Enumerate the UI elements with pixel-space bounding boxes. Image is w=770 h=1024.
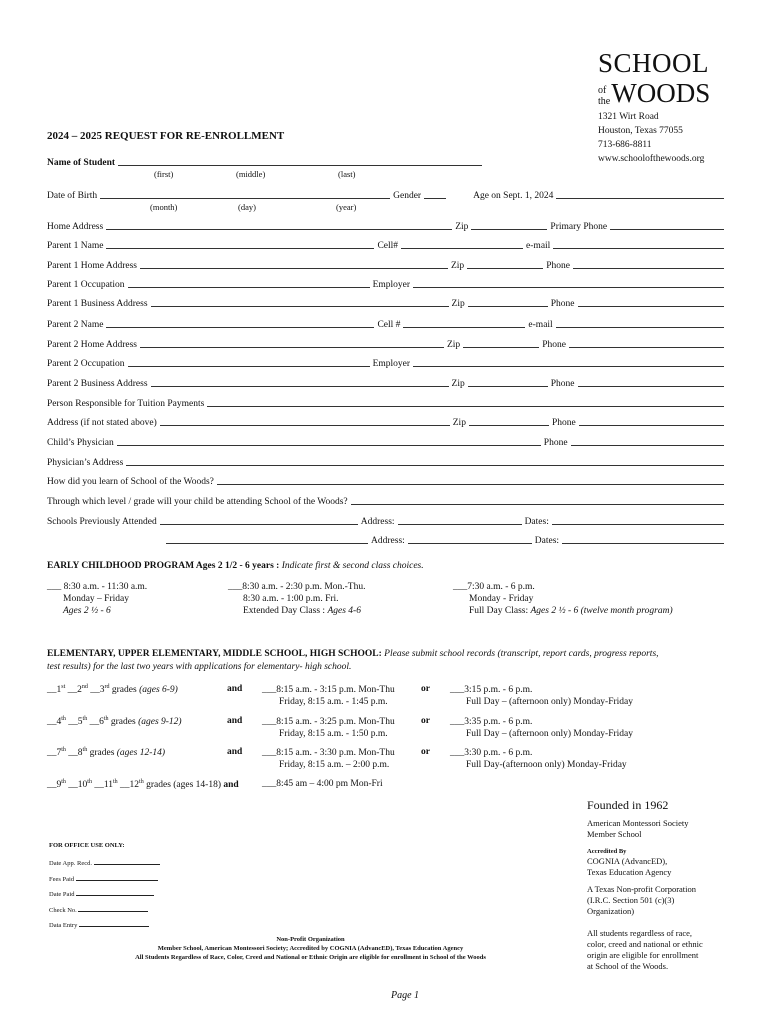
p2-employer-label: Employer <box>372 359 411 369</box>
r3-ages: (ages 12-14) <box>116 748 166 759</box>
p1-home-label: Parent 1 Home Address <box>47 261 137 271</box>
r4-d: th <box>87 779 92 785</box>
p1-bus-label: Parent 1 Business Address <box>47 299 148 309</box>
r2-f: th <box>103 716 109 722</box>
p1-phone-label: Phone <box>546 261 570 271</box>
p1-occ-label: Parent 1 Occupation <box>47 280 125 290</box>
early-c3-l2: Monday - Friday <box>469 594 534 604</box>
address-ns-label: Address (if not stated above) <box>47 418 157 428</box>
early-c1-l2: Monday – Friday <box>63 594 129 604</box>
r3-b: th <box>61 747 66 753</box>
office-list <box>49 856 160 934</box>
p2-bus-zip-label: Zip <box>451 379 465 389</box>
logo-the: the <box>598 96 611 107</box>
elem-note-2: test results) for the last two years with applications for elementary- high school. <box>47 662 352 672</box>
p1-bus-zip-label: Zip <box>451 299 465 309</box>
prev-dates-field-2[interactable] <box>562 542 724 544</box>
p1-email-label: e-mail <box>526 241 551 251</box>
r1-and: and <box>227 684 243 694</box>
p1-bus-phone-label: Phone <box>550 299 575 309</box>
early-c2-l2: 8:30 a.m. - 1:00 p.m. Fri. <box>243 594 339 604</box>
prev-school-field-2[interactable] <box>166 542 368 544</box>
p2-name-field[interactable] <box>106 326 374 328</box>
p1-name-field[interactable] <box>106 247 374 249</box>
age-field[interactable] <box>556 197 724 199</box>
r3-right2: Full Day-(afternoon only) Monday-Friday <box>466 760 627 770</box>
r4-c: __10 <box>65 780 88 791</box>
elem-note-1: Please submit school records (transcript, report cards, progress reports, <box>384 649 659 659</box>
p2-occ-row <box>47 355 727 369</box>
r3-right1: ___3:30 p.m. - 6 p.m. <box>450 748 533 758</box>
founded: Founded in 1962 <box>587 798 669 812</box>
p2-name-label: Parent 2 Name <box>47 320 104 330</box>
school-phone: 713-686-8811 <box>598 140 652 150</box>
footer-line-1: Non-Profit Organization <box>276 936 345 943</box>
p2-phone-label: Phone <box>542 340 566 350</box>
elem-r3-mid[interactable] <box>262 747 395 771</box>
elem-r1-right[interactable] <box>450 684 633 708</box>
primary-phone-field[interactable] <box>610 228 724 230</box>
school-website: www.schoolofthewoods.org <box>598 154 705 164</box>
elem-heading: ELEMENTARY, UPPER ELEMENTARY, MIDDLE SCHOOL, HIGH SCHOOL: <box>47 649 382 659</box>
gender-field[interactable] <box>424 197 446 199</box>
acc-line-1: COGNIA (AdvancED), <box>587 856 668 866</box>
r4-e: __11 <box>91 780 113 791</box>
footer-line-3: All Students Regardless of Race, Color, Creed and National or Ethnic Origin are eligible for enrollment in School of the Woods <box>135 954 486 961</box>
zip-field[interactable] <box>471 228 547 230</box>
early-c2-l1: ___8:30 a.m. - 2:30 p.m. Mon.-Thu. <box>228 582 366 592</box>
r2-b: th <box>61 716 66 722</box>
home-address-row <box>47 218 727 232</box>
physician-row <box>47 434 727 448</box>
office-item-label: Fees Paid <box>49 875 75 883</box>
office-item-fees-paid[interactable] <box>49 872 160 888</box>
p2-home-label: Parent 2 Home Address <box>47 340 137 350</box>
acc-line-2: Texas Education Agency <box>587 867 672 877</box>
r1-e: __3 <box>87 685 105 696</box>
age-label: Age on Sept. 1, 2024 <box>473 191 554 201</box>
home-address-field[interactable] <box>106 228 452 230</box>
p2-cell-field[interactable] <box>403 326 525 328</box>
r2-mid1: ___8:15 a.m. - 3:25 p.m. Mon-Thu <box>262 717 395 727</box>
p2-bus-phone-label: Phone <box>550 379 575 389</box>
physician-label: Child’s Physician <box>47 438 114 448</box>
physician-field[interactable] <box>117 444 541 446</box>
level-row <box>47 493 727 507</box>
prev-dates-label-2: Dates: <box>534 536 560 546</box>
prev-address-label-2: Address: <box>371 536 405 546</box>
p1-name-label: Parent 1 Name <box>47 241 104 251</box>
level-field[interactable] <box>351 503 724 505</box>
all-line-2: color, creed and national or ethnic <box>587 939 703 949</box>
ams-line-1: American Montessori Society <box>587 818 689 828</box>
ams-line-2: Member School <box>587 829 642 839</box>
school-address-2: Houston, Texas 77055 <box>598 126 683 136</box>
early-c3-l1: ___7:30 a.m. - 6 p.m. <box>453 582 535 592</box>
r1-g: grades <box>109 685 140 696</box>
p2-home-row <box>47 336 727 350</box>
r2-c: __5 <box>65 717 83 728</box>
p2-employer-field[interactable] <box>413 365 724 367</box>
elem-r1-grades[interactable] <box>47 684 178 695</box>
p2-email-field[interactable] <box>556 326 724 328</box>
primary-phone-label: Primary Phone <box>550 222 608 232</box>
accredited-label: Accredited By <box>587 848 627 855</box>
sub-first: (first) <box>154 169 174 179</box>
elem-heading-line <box>47 648 659 674</box>
student-name-row <box>47 154 485 168</box>
prev-school-field-1[interactable] <box>160 523 358 525</box>
learn-row <box>47 473 727 487</box>
elem-r3-right[interactable] <box>450 747 627 771</box>
r2-e: __6 <box>87 717 104 728</box>
early-choice-2[interactable] <box>228 581 365 617</box>
r4-f: th <box>113 779 118 785</box>
r1-mid2: Friday, 8:15 a.m. - 1:45 p.m. <box>279 697 388 707</box>
r1-right1: ___3:15 p.m. - 6 p.m. <box>450 685 533 695</box>
p1-cell-label: Cell# <box>377 241 399 251</box>
p1-cell-field[interactable] <box>401 247 523 249</box>
r2-right2: Full Day – (afternoon only) Monday-Friday <box>466 729 634 739</box>
r1-c: __2 <box>65 685 82 696</box>
physician-phone-field[interactable] <box>571 444 724 446</box>
zip-label: Zip <box>455 222 469 232</box>
r4-and: and <box>223 780 239 791</box>
office-item-date-recd[interactable] <box>49 856 160 872</box>
all-line-4: at School of the Woods. <box>587 961 669 971</box>
r2-a: __4 <box>47 717 62 728</box>
r3-d: th <box>82 747 88 753</box>
r3-e: grades <box>87 748 117 759</box>
p1-occ-row <box>47 276 727 290</box>
dob-row <box>47 187 727 201</box>
r2-or: or <box>421 716 430 726</box>
tuition-row <box>47 395 727 409</box>
office-item-data-entry[interactable] <box>49 918 160 934</box>
early-choice-1[interactable] <box>47 581 147 617</box>
r3-and: and <box>227 747 243 757</box>
office-item-label: Data Entry <box>49 922 78 929</box>
p1-employer-field[interactable] <box>413 286 724 288</box>
logo-of-the-woods <box>598 80 710 107</box>
r1-or: or <box>421 684 430 694</box>
p1-zip-label: Zip <box>450 261 465 271</box>
prev-label: Schools Previously Attended <box>47 517 157 527</box>
footer-line-2: Member School, American Montessori Society; Accredited by COGNIA (AdvancED), Texas Education Agency <box>157 945 464 952</box>
r2-ages: (ages 9-12) <box>138 717 182 728</box>
r3-mid2: Friday, 8:15 a.m. – 2:00 p.m. <box>279 760 390 770</box>
r1-right2: Full Day – (afternoon only) Monday-Friday <box>466 697 634 707</box>
r2-right1: ___3:35 p.m. - 6 p.m. <box>450 717 533 727</box>
p1-bus-field[interactable] <box>151 305 449 307</box>
student-name-label: Name of Student <box>47 158 116 168</box>
home-address-label: Home Address <box>47 222 104 232</box>
level-label: Through which level / grade will your child be attending School of the Woods? <box>47 497 348 507</box>
sub-month: (month) <box>150 202 178 212</box>
early-c1-l3: Ages 2 ½ - 6 <box>63 606 111 616</box>
gender-label: Gender <box>393 191 422 201</box>
p2-zip-field[interactable] <box>463 346 539 348</box>
np-line-3: Organization) <box>587 906 635 916</box>
sub-last: (last) <box>338 169 356 179</box>
prev-address-label-1: Address: <box>360 517 395 527</box>
p1-zip-field[interactable] <box>467 267 543 269</box>
p2-bus-label: Parent 2 Business Address <box>47 379 148 389</box>
r4-i: grades (ages 14-18) <box>143 780 222 791</box>
r1-mid1: ___8:15 a.m. - 3:15 p.m. Mon-Thu <box>262 685 395 695</box>
r1-d: nd <box>81 684 88 690</box>
early-heading-line <box>47 561 424 571</box>
r4-a: __9 <box>47 780 62 791</box>
p2-occ-field[interactable] <box>128 365 370 367</box>
r1-ages: (ages 6-9) <box>139 685 178 696</box>
tuition-field[interactable] <box>207 405 724 407</box>
all-line-3: origin are eligible for enrollment <box>587 950 699 960</box>
elem-r4-mid[interactable]: ___8:45 am – 4:00 pm Mon-Fri <box>262 779 383 789</box>
office-item-date-paid[interactable] <box>49 887 160 903</box>
np-line-1: A Texas Non-profit Corporation <box>587 884 697 894</box>
p2-home-field[interactable] <box>140 346 444 348</box>
prev-address-field-2[interactable] <box>408 542 532 544</box>
address-ns-zip-field[interactable] <box>469 424 549 426</box>
early-note: Indicate first & second class choices. <box>281 561 424 571</box>
office-item-label: Check No. <box>49 906 77 914</box>
early-heading: EARLY CHILDHOOD PROGRAM Ages 2 1/2 - 6 years : <box>47 561 280 571</box>
prev-row-2 <box>163 532 727 546</box>
p2-bus-zip-field[interactable] <box>468 385 548 387</box>
p2-cell-label: Cell # <box>377 320 401 330</box>
logo-woods: WOODS <box>611 78 711 108</box>
r3-or: or <box>421 747 430 757</box>
prev-dates-field-1[interactable] <box>552 523 724 525</box>
p2-bus-row <box>47 375 727 389</box>
early-c2-l3a: Extended Day Class : <box>243 606 326 616</box>
address-ns-field[interactable] <box>160 424 450 426</box>
school-address-1: 1321 Wirt Road <box>598 112 659 122</box>
learn-label: How did you learn of School of the Woods? <box>47 477 214 487</box>
sub-middle: (middle) <box>236 169 266 179</box>
p1-name-row <box>47 237 727 251</box>
phys-addr-label: Physician’s Address <box>47 458 124 468</box>
np-line-2: (I.R.C. Section 501 (c)(3) <box>587 895 675 905</box>
address-ns-row <box>47 414 727 428</box>
address-ns-phone-field[interactable] <box>579 424 724 426</box>
r1-f: rd <box>104 684 110 690</box>
learn-field[interactable] <box>217 483 724 485</box>
p1-home-row <box>47 257 727 271</box>
dob-field[interactable] <box>100 197 390 199</box>
r1-a: __1 <box>47 685 62 696</box>
office-item-label: Date App. Recd. <box>49 860 92 867</box>
r4-h: th <box>139 779 144 785</box>
early-c3-l3a: Full Day Class: <box>469 606 529 616</box>
p2-zip-label: Zip <box>446 340 461 350</box>
prev-address-field-1[interactable] <box>398 523 522 525</box>
early-c3-l3b: Ages 2 ½ - 6 (twelve month program) <box>530 606 673 616</box>
page-title: 2024 – 2025 REQUEST FOR RE-ENROLLMENT <box>47 130 285 142</box>
p1-home-field[interactable] <box>140 267 448 269</box>
early-choice-3[interactable] <box>453 581 673 617</box>
elem-r2-mid[interactable] <box>262 716 395 740</box>
elem-r1-mid[interactable] <box>262 684 395 708</box>
p2-bus-field[interactable] <box>151 385 449 387</box>
phys-addr-field[interactable] <box>126 464 724 466</box>
physician-phone-label: Phone <box>543 438 568 448</box>
early-c2-l3b: Ages 4-6 <box>327 606 361 616</box>
elem-r2-right[interactable] <box>450 716 633 740</box>
r3-a: __7 <box>47 748 62 759</box>
p2-bus-phone-field[interactable] <box>578 385 725 387</box>
r2-g: grades <box>108 717 139 728</box>
prev-row-1 <box>47 513 727 527</box>
p2-email-label: e-mail <box>528 320 553 330</box>
sub-year: (year) <box>336 202 357 212</box>
p2-phone-field[interactable] <box>569 346 724 348</box>
student-name-field[interactable] <box>118 164 482 166</box>
p2-occ-label: Parent 2 Occupation <box>47 359 125 369</box>
p1-phone-field[interactable] <box>573 267 724 269</box>
address-ns-phone-label: Phone <box>551 418 576 428</box>
p1-bus-phone-field[interactable] <box>578 305 725 307</box>
tuition-label: Person Responsible for Tuition Payments <box>47 399 205 409</box>
page-number: Page 1 <box>391 990 420 1001</box>
p1-bus-row <box>47 295 727 309</box>
r2-d: th <box>82 716 88 722</box>
p1-email-field[interactable] <box>553 247 724 249</box>
elem-r3-grades[interactable] <box>47 747 165 758</box>
p1-employer-label: Employer <box>372 280 411 290</box>
office-heading: FOR OFFICE USE ONLY: <box>49 842 125 849</box>
office-item-label: Date Paid <box>49 891 75 898</box>
address-ns-zip-label: Zip <box>452 418 466 428</box>
sub-day: (day) <box>238 202 256 212</box>
phys-addr-row <box>47 454 727 468</box>
r4-b: th <box>61 779 66 785</box>
elem-r2-grades[interactable] <box>47 716 182 727</box>
logo-school: SCHOOL <box>598 48 710 78</box>
r2-mid2: Friday, 8:15 a.m. - 1:50 p.m. <box>279 729 388 739</box>
dob-label: Date of Birth <box>47 191 98 201</box>
p1-occ-field[interactable] <box>128 286 370 288</box>
elem-r4-grades[interactable] <box>47 779 239 790</box>
p2-name-row <box>47 316 727 330</box>
r2-and: and <box>227 716 243 726</box>
early-c1-l1: ___ 8:30 a.m. - 11:30 a.m. <box>47 582 148 592</box>
r4-g: __12 <box>117 780 140 791</box>
r1-b: st <box>61 684 66 690</box>
p1-bus-zip-field[interactable] <box>468 305 548 307</box>
logo-of: of <box>598 85 607 96</box>
all-line-1: All students regardless of race, <box>587 928 693 938</box>
prev-dates-label-1: Dates: <box>524 517 549 527</box>
office-item-check-no[interactable] <box>49 903 160 919</box>
r3-c: __8 <box>65 748 83 759</box>
r3-mid1: ___8:15 a.m. - 3:30 p.m. Mon-Thu <box>262 748 395 758</box>
